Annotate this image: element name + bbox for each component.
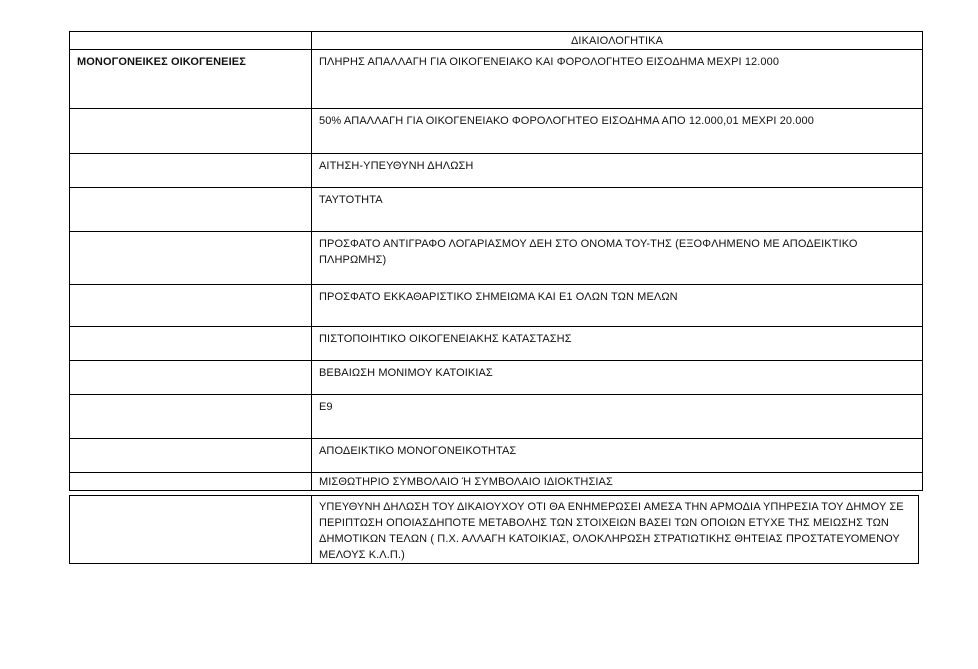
empty-cell [70, 395, 312, 439]
table-row [70, 285, 923, 327]
table-row [70, 361, 923, 395]
empty-cell [70, 188, 312, 232]
requirement-cell: ΠΡΟΣΦΑΤΟ ΑΝΤΙΓΡΑΦΟ ΛΟΓΑΡΙΑΣΜΟΥ ΔΕΗ ΣΤΟ ΟΝΟΜΑ ΤΟΥ-ΤΗΣ (ΕΞΟΦΛΗΜΕΝΟ ΜΕ ΑΠΟΔΕΙΚΤΙΚΟ ΠΛΗΡΩΜΗΣ) [312, 232, 923, 285]
table-header: ΔΙΚΑΙΟΛΟΓΗΤΙΚΑ [312, 32, 923, 50]
requirement-cell: ΜΙΣΘΩΤΗΡΙΟ ΣΥΜΒΟΛΑΙΟ Ή ΣΥΜΒΟΛΑΙΟ ΙΔΙΟΚΤΗΣΙΑΣ [312, 473, 923, 491]
empty-cell [70, 473, 312, 491]
requirement-cell: ΑΠΟΔΕΙΚΤΙΚΟ ΜΟΝΟΓΟΝΕΙΚΟΤΗΤΑΣ [312, 439, 923, 473]
declaration-cell: ΥΠΕΥΘΥΝΗ ΔΗΛΩΣΗ ΤΟΥ ΔΙΚΑΙΟΥΧΟΥ ΟΤΙ ΘΑ ΕΝΗΜΕΡΩΣΕΙ ΑΜΕΣΑ ΤΗΝ ΑΡΜΟΔΙΑ ΥΠΗΡΕΣΙΑ ΤΟΥ ΔΗΜΟΥ ΣΕ ΠΕΡΙΠΤΩΣΗ ΟΠΟΙΑΣΔΗΠΟΤΕ ΜΕΤΑΒΟΛΗΣ ΤΩΝ ΣΤΟΙΧΕΙΩΝ ΒΑΣΕΙ ΤΩΝ ΟΠΟΙΩΝ ΕΤΥΧΕ ΤΗΣ ΜΕΙΩΣΗΣ ΤΩΝ ΔΗΜΟΤΙΚΩΝ ΤΕΛΩΝ ( Π.Χ. ΑΛΛΑΓΗ ΚΑΤΟΙΚΙΑΣ, ΟΛΟΚΛΗΡΩΣΗ ΣΤΡΑΤΙΩΤΙΚΗΣ ΘΗΤΕΙΑΣ ΠΡΟΣΤΑΤΕΥΟΜΕΝΟΥ ΜΕΛΟΥΣ Κ.Λ.Π.) [312, 496, 919, 564]
table-row [70, 154, 923, 188]
requirements-table [69, 31, 923, 491]
requirement-cell: ΠΛΗΡΗΣ ΑΠΑΛΛΑΓΗ ΓΙΑ ΟΙΚΟΓΕΝΕΙΑΚΟ ΚΑΙ ΦΟΡΟΛΟΓΗΤΕΟ ΕΙΣΟΔΗΜΑ ΜΕΧΡΙ 12.000 [312, 50, 923, 109]
table-row [70, 439, 923, 473]
table-row [70, 188, 923, 232]
table-row [70, 496, 919, 564]
empty-cell [70, 285, 312, 327]
requirement-cell: ΤΑΥΤΟΤΗΤΑ [312, 188, 923, 232]
empty-cell [70, 327, 312, 361]
table-row [70, 473, 923, 491]
empty-cell [70, 109, 312, 154]
requirement-cell: Ε9 [312, 395, 923, 439]
table-row [70, 327, 923, 361]
table-row [70, 109, 923, 154]
category-label: ΜΟΝΟΓΟΝΕΙΚΕΣ ΟΙΚΟΓΕΝΕΙΕΣ [70, 50, 312, 109]
requirement-cell: ΠΡΟΣΦΑΤΟ ΕΚΚΑΘΑΡΙΣΤΙΚΟ ΣΗΜΕΙΩΜΑ ΚΑΙ Ε1 ΟΛΩΝ ΤΩΝ ΜΕΛΩΝ [312, 285, 923, 327]
empty-cell [70, 154, 312, 188]
table-row [70, 395, 923, 439]
table-row [70, 50, 923, 109]
empty-cell [70, 361, 312, 395]
requirement-cell: ΒΕΒΑΙΩΣΗ ΜΟΝΙΜΟΥ ΚΑΤΟΙΚΙΑΣ [312, 361, 923, 395]
empty-cell [70, 439, 312, 473]
requirement-cell: ΑΙΤΗΣΗ-ΥΠΕΥΘΥΝΗ ΔΗΛΩΣΗ [312, 154, 923, 188]
table-row [70, 232, 923, 285]
requirement-cell: 50% ΑΠΑΛΛΑΓΗ ΓΙΑ ΟΙΚΟΓΕΝΕΙΑΚΟ ΦΟΡΟΛΟΓΗΤΕΟ ΕΙΣΟΔΗΜΑ ΑΠΟ 12.000,01 ΜΕΧΡΙ 20.000 [312, 109, 923, 154]
empty-cell [70, 496, 312, 564]
header-empty-cell [70, 32, 312, 50]
requirement-cell: ΠΙΣΤΟΠΟΙΗΤΙΚΟ ΟΙΚΟΓΕΝΕΙΑΚΗΣ ΚΑΤΑΣΤΑΣΗΣ [312, 327, 923, 361]
declaration-table [69, 495, 919, 564]
empty-cell [70, 232, 312, 285]
table-header-row [70, 32, 923, 50]
